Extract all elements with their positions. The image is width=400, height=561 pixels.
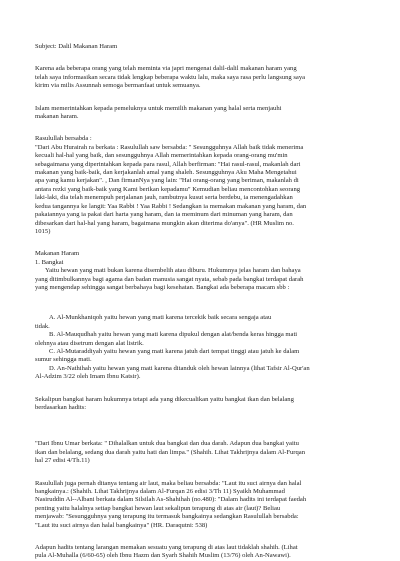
hadith1-line: sebagaimana yang diperintahkan kepada para rasul, Allah berfirman: "Hai rasul-rasul, makanlah dari: [35, 160, 301, 168]
type-line: A. Al-Munkhaniqoh yaitu hewan yang mati karena tercekik baik secara sengaja atau: [49, 314, 272, 322]
type-line: sumur sehingga mati.: [35, 356, 92, 364]
hadith1-line: kecuali hal-hal yang baik, dan sesungguhnya Allah memerintahkan kepada orang-orang mu'min: [35, 152, 288, 160]
type-line: C. Al-Mutaraddiyah yaitu hewan yang mati karena jatuh dari tempat tinggi atau jatuh ke dalam: [49, 347, 300, 355]
hadith1-line: laki-laki, dia telah menempuh perjalanan jauh, rambutnya kusut serta berdebu, ia menengadahkan: [35, 194, 293, 202]
hadith1-line: "Dari Abu Hurairah ra berkata : Rasulullah saw bersabda: " Sesungguhnya Allah baik tidak menerima: [35, 143, 304, 151]
hadith2-line: hal 27 edisi 4/Th.11): [35, 457, 90, 465]
islam-line: makanan haram.: [35, 113, 79, 121]
hadith1-line: makanan yang baik-baik, dan kerjakanlah amal yang shaleh. Sesungguhnya Aku Maha Mengetahui: [35, 169, 297, 177]
hadith1-line: apa yang kamu kerjakan". , Dan firmanNya yang lain: "Hai orang-orang yang beriman, makanlah di: [35, 177, 299, 185]
item-title-bangkai: 1. Bangkai: [35, 258, 64, 266]
exceptions-line: berdasarkan hadits:: [35, 404, 87, 411]
type-line: olehnya atau disetrum dengan alat listrik.: [35, 339, 144, 347]
intro-line: kirim via milis Assunnah semoga bermanfaat untuk semuanya.: [35, 82, 201, 90]
hadith2-line: "Dari Ibnu Umar berkata: " Dihalalkan untuk dua bangkai dan dua darah. Adapun dua bangkai yaitu: [35, 440, 299, 448]
hadith3-line: Rasulullah juga pernah ditanya tentang air laut, maka beliau bersabda: "Laut itu suci airnya dan halal: [35, 479, 302, 487]
hadith1-line: dibesarkan dari hal-hal yang haram, bagaimana mungkin akan diterima do'anya". (HR Muslim no.: [35, 219, 294, 227]
hadith3-line: bangkainya.: (Shahih. Lihat Takhrijnya dalam Al-Furqan 26 edisi 3/Th 11) Syaikh Muhammad: [35, 488, 285, 496]
closing-line: Adapun hadits tentang larangan memakan sesuatu yang terapung di atas laut tidaklah shahih. (Lihat: [35, 544, 298, 552]
exceptions-paragraph: [35, 396, 372, 413]
type-line: tidak.: [35, 322, 50, 330]
type-line: Al-Adzim 3/22 oleh Imam Ibnu Katsir).: [35, 373, 141, 381]
bangkai-paragraph: [35, 267, 372, 292]
hadith1-line: kedua tangannya ke langit: Yaa Rabbi ! Yaa Rabbi ! Sedangkan ia memakan makanan yang haram, dan: [35, 202, 307, 210]
hadith3-line: menjawab: "Sesungguhnya yang terapung itu termasuk bangkainya sedangkan Rasulullah bersabda:: [35, 513, 299, 521]
bangkai-line: Yaitu hewan yang mati bukan karena disembelih atau diburu. Hukumnya jelas haram dan bahaya: [45, 267, 301, 275]
hadith1-intro: Rasulullah bersabda :: [35, 135, 92, 143]
bangkai-line: yang mengendap sehingga sangat berbahaya bagi kesehatan. Bangkai ada beberapa macam sbb :: [35, 283, 290, 291]
hadith3-line: "Laut itu suci airnya dan halal bangkainya" (HR. Daraqutni: 538): [35, 521, 208, 529]
islam-paragraph: [35, 105, 372, 122]
closing-line: pula Al-Muhalla (6/60-65) oleh Ibnu Hazm dan Syarh Shahih Muslim (13/76) oleh An-Nawawi).: [35, 552, 291, 560]
islam-line: Islam memerintahkan kepada pemeluknya untuk memilih makanan yang halal serta menjauhi: [35, 104, 282, 112]
email-subject: Subject: Dalil Makanan Haram: [35, 43, 118, 50]
hadith1-line: pakaiannya yang ia pakai dari harta yang haram, dan ia meminum dari minuman yang haram, dan: [35, 211, 293, 219]
hadith3-line: penting yaitu halalnya setiap bangkai hewan laut sekalipun terapung di atas air (laut)? Beliau: [35, 504, 281, 512]
section-title: Makanan Haram: [35, 250, 80, 258]
hadith2-paragraph: [35, 440, 372, 465]
intro-line: telah saya informasikan secara tidak lengkap beberapa waktu lalu, maka saya rasa perlu langsung saya: [35, 73, 306, 81]
intro-paragraph: [35, 65, 372, 90]
hadith1-paragraph: [35, 144, 372, 236]
bangkai-types-list: [35, 314, 372, 381]
hadith1-line: antara rezki yang baik-baik yang Kami berikan kepadamu" Kemudian beliau mencontohkan seorang: [35, 185, 301, 193]
bangkai-line: yang ditimbulkannya bagi agama dan badan manusia sangat nyata, sebab pada bangkai terdapat darah: [35, 275, 304, 283]
exceptions-line: Sekalipun bangkai haram hukumnya tetapi ada yang dikecualikan yaitu bangkai ikan dan belalang: [35, 395, 294, 403]
type-line: D. An-Nathihah yaitu hewan yang mati karena ditanduk oleh hewan lainnya (lihat Tafsir Al-Qur'an: [49, 364, 310, 372]
hadith2-line: ikan dan belalang, sedang dua darah yaitu hati dan limpa." (Shahih. Lihat Takhrijnya dalam Al-Furqan: [35, 448, 305, 456]
hadith3-line: Nasiruddin Al--Albani berkata dalam Silsilah As-Shahihah (no.480): "Dalam hadits ini terdapat faedah: [35, 496, 307, 504]
type-line: B. Al-Mauqudhah yaitu hewan yang mati karena dipukul dengan alat/benda keras hingga mati: [49, 331, 298, 339]
hadith1-line: 1015): [35, 227, 51, 235]
closing-paragraph: [35, 544, 372, 561]
hadith3-paragraph: [35, 480, 372, 530]
intro-line: Karena ada beberapa orang yang telah meminta via japri mengenai dalil-dalil makanan haram yang: [35, 65, 297, 73]
